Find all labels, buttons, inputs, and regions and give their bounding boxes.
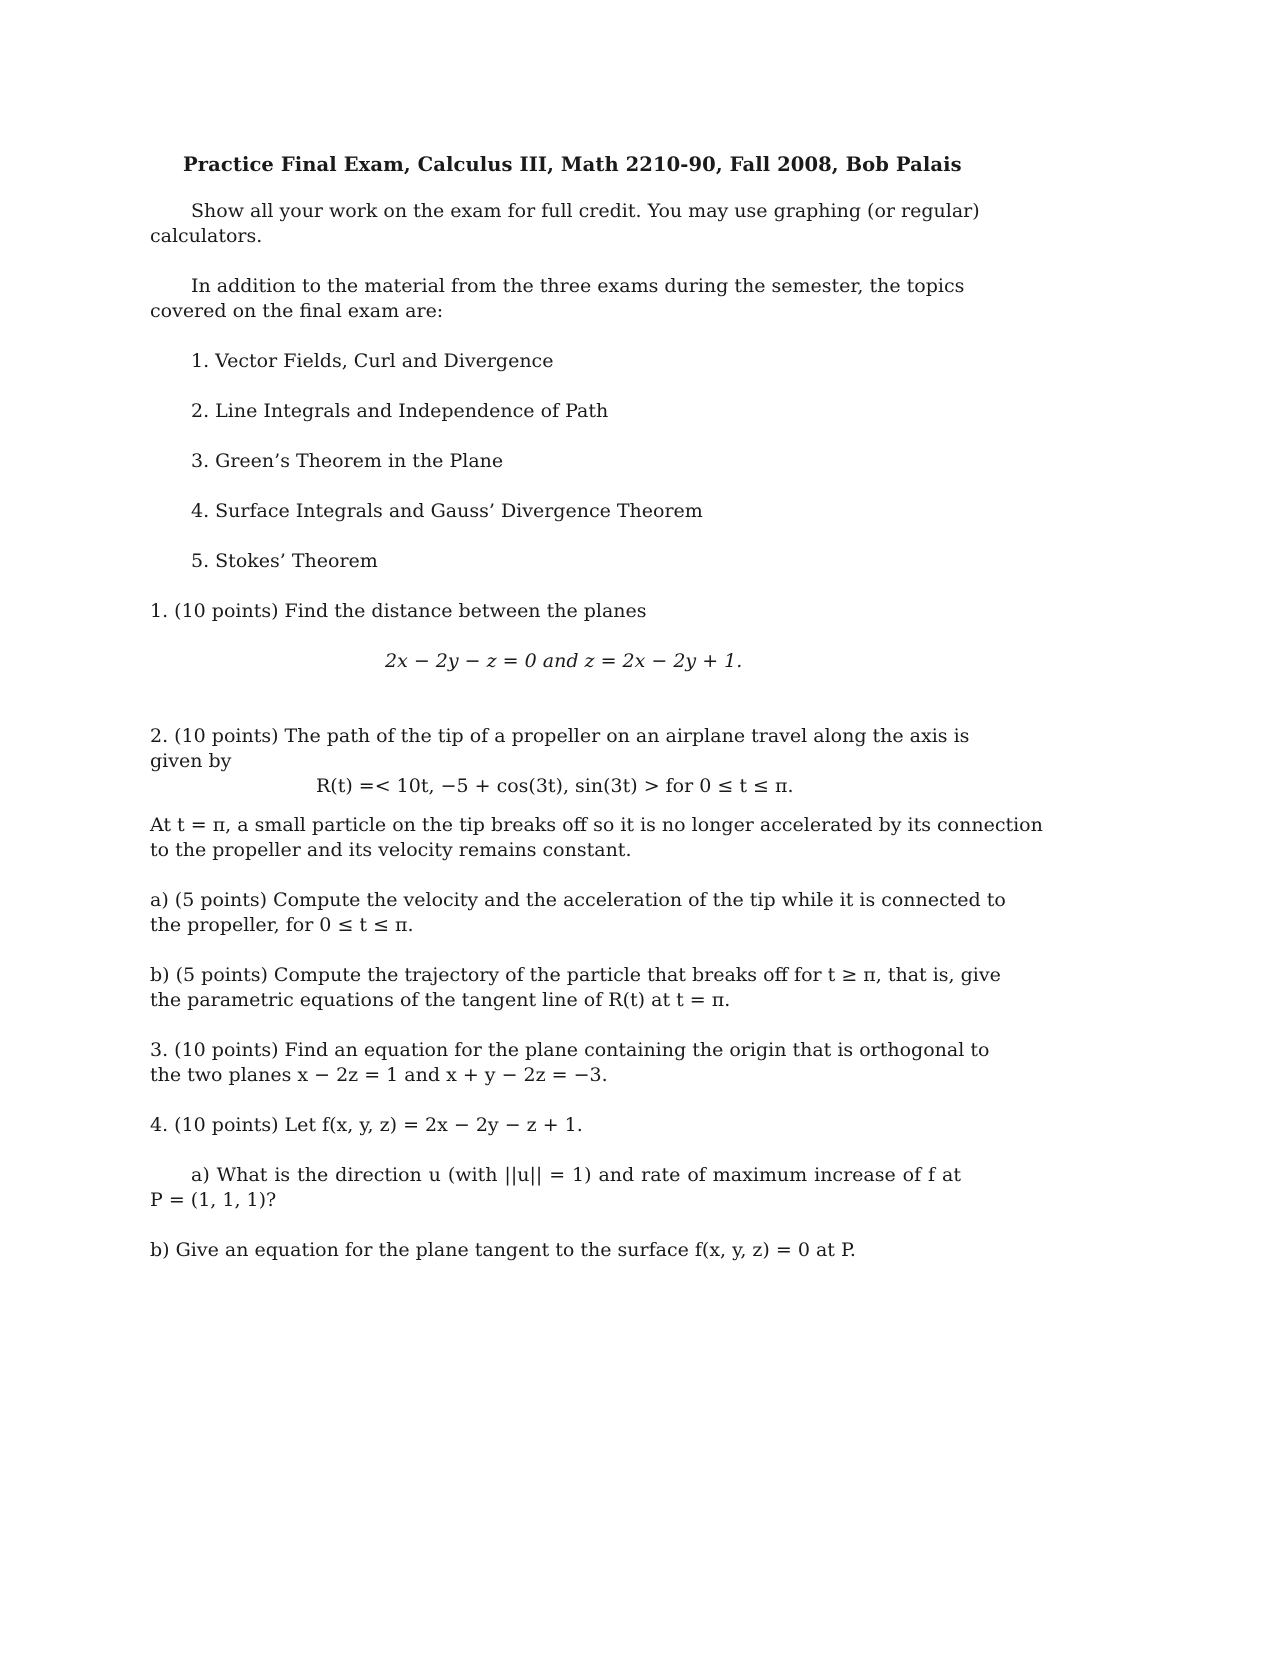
problem-2b-line-1: b) (5 points) Compute the trajectory of the particle that breaks off for t ≥ π, that is, give [150, 964, 1001, 986]
problem-1-prompt: 1. (10 points) Find the distance between the planes [150, 600, 647, 622]
topic-item-2: 2. Line Integrals and Independence of Path [191, 400, 609, 422]
problem-2-line-4: to the propeller and its velocity remains constant. [150, 839, 632, 861]
problem-2-line-3: At t = π, a small particle on the tip breaks off so it is no longer accelerated by its connection [150, 814, 1043, 836]
page-title: Practice Final Exam, Calculus III, Math 2210-90, Fall 2008, Bob Palais [183, 153, 962, 176]
problem-4a-line-1: a) What is the direction u (with ||u|| = 1) and rate of maximum increase of f at [191, 1164, 961, 1186]
intro-line-3: In addition to the material from the three exams during the semester, the topics [191, 275, 965, 297]
topic-item-3: 3. Green’s Theorem in the Plane [191, 450, 504, 472]
problem-3-line-2: the two planes x − 2z = 1 and x + y − 2z = −3. [150, 1064, 608, 1086]
topic-item-4: 4. Surface Integrals and Gauss’ Divergence Theorem [191, 500, 703, 522]
problem-2-line-2: given by [150, 750, 232, 772]
problem-2-equation: R(t) =< 10t, −5 + cos(3t), sin(3t) > for 0 ≤ t ≤ π. [316, 775, 794, 797]
problem-1-equation: 2x − 2y − z = 0 and z = 2x − 2y + 1. [385, 650, 743, 672]
problem-4b-line-1: b) Give an equation for the plane tangent to the surface f(x, y, z) = 0 at P. [150, 1239, 856, 1261]
problem-2a-line-2: the propeller, for 0 ≤ t ≤ π. [150, 914, 414, 936]
topic-item-5: 5. Stokes’ Theorem [191, 550, 378, 572]
problem-4-line-1: 4. (10 points) Let f(x, y, z) = 2x − 2y − z + 1. [150, 1114, 583, 1136]
intro-line-4: covered on the final exam are: [150, 300, 444, 322]
problem-4a-line-2: P = (1, 1, 1)? [150, 1189, 277, 1211]
problem-2-line-1: 2. (10 points) The path of the tip of a propeller on an airplane travel along the axis is [150, 725, 970, 747]
problem-2a-line-1: a) (5 points) Compute the velocity and the acceleration of the tip while it is connected to [150, 889, 1006, 911]
problem-3-line-1: 3. (10 points) Find an equation for the plane containing the origin that is orthogonal to [150, 1039, 990, 1061]
topic-item-1: 1. Vector Fields, Curl and Divergence [191, 350, 554, 372]
intro-line-2: calculators. [150, 225, 263, 247]
intro-line-1: Show all your work on the exam for full credit. You may use graphing (or regular) [191, 200, 980, 222]
problem-2b-line-2: the parametric equations of the tangent line of R(t) at t = π. [150, 989, 731, 1011]
